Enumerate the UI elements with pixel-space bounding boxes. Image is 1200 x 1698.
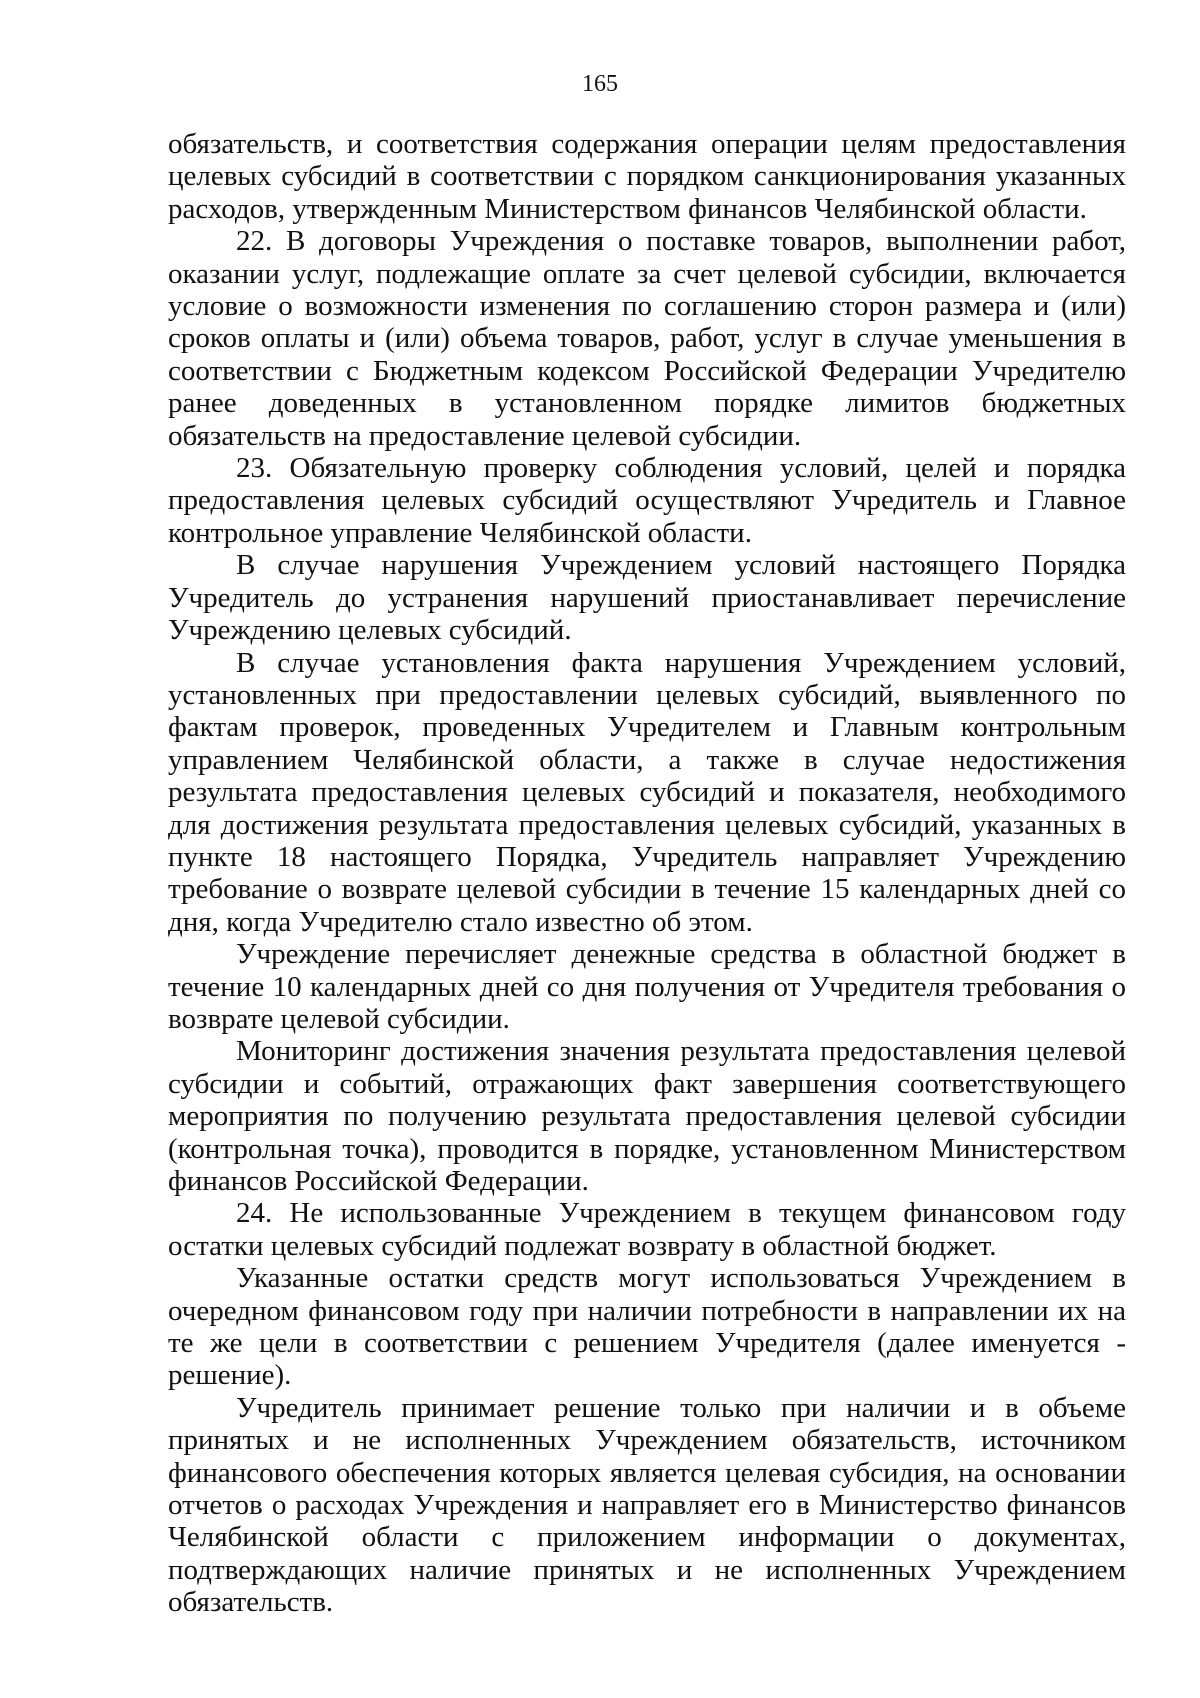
paragraph-refund-transfer: Учреждение перечисляет денежные средства в областной бюджет в течение 10 календарных дней со дня получения от Учредителя требования о возврате целевой субсидии. (168, 938, 1126, 1035)
paragraph-refund-requirement: В случае установления факта нарушения Учреждением условий, установленных при предоставлении целевых субсидий, выявленного по фактам проверок, проведенных Учредителем и Главным контрольным управлением Челябинской области, а также в случае недостижения результата предоставления целевых субсидий и показателя, необходимого для достижения результата предоставления целевых субсидий, указанных в пункте 18 настоящего Порядка, Учредитель направляет Учреждению требование о возврате целевой субсидии в течение 15 календарных дней со дня, когда Учредителю стало известно об этом. (168, 646, 1126, 938)
paragraph-monitoring: Мониторинг достижения значения результата предоставления целевой субсидии и событий, отражающих факт завершения соответствующего мероприятия по получению результата предоставления целевой субсидии (контрольная точка), проводится в порядке, установленном Министерством финансов Российской Федерации. (168, 1035, 1126, 1197)
paragraph-founder-decision: Учредитель принимает решение только при наличии и в объеме принятых и не исполненных Учреждением обязательств, источником финансового обеспечения которых является целевая субсидия, на основании отчетов о расходах Учреждения и направляет его в Министерство финансов Челябинской области с приложением информации о документах, подтверждающих наличие принятых и не исполненных Учреждением обязательств. (168, 1391, 1126, 1619)
paragraph-remainder-use: Указанные остатки средств могут использоваться Учреждением в очередном финансовом году при наличии потребности в направлении их на те же цели в соответствии с решением Учредителя (далее именуется - решение). (168, 1262, 1126, 1392)
document-body (168, 128, 1126, 1619)
paragraph-item-22: 22. В договоры Учреждения о поставке товаров, выполнении работ, оказании услуг, подлежащие оплате за счет целевой субсидии, включается условие о возможности изменения по соглашению сторон размера и (или) сроков оплаты и (или) объема товаров, работ, услуг в случае уменьшения в соответствии с Бюджетным кодексом Российской Федерации Учредителю ранее доведенных в установленном порядке лимитов бюджетных обязательств на предоставление целевой субсидии. (168, 225, 1126, 452)
paragraph-violation-suspension: В случае нарушения Учреждением условий настоящего Порядка Учредитель до устранения нарушений приостанавливает перечисление Учреждению целевых субсидий. (168, 549, 1126, 647)
paragraph-item-23: 23. Обязательную проверку соблюдения условий, целей и порядка предоставления целевых субсидий осуществляют Учредитель и Главное контрольное управление Челябинской области. (168, 452, 1126, 549)
paragraph-continuation: обязательств, и соответствия содержания операции целям предоставления целевых субсидий в соответствии с порядком санкционирования указанных расходов, утвержденным Министерством финансов Челябинской области. (168, 128, 1126, 225)
page-number: 165 (582, 71, 618, 97)
paragraph-item-24: 24. Не использованные Учреждением в текущем финансовом году остатки целевых субсидий подлежат возврату в областной бюджет. (168, 1197, 1126, 1262)
